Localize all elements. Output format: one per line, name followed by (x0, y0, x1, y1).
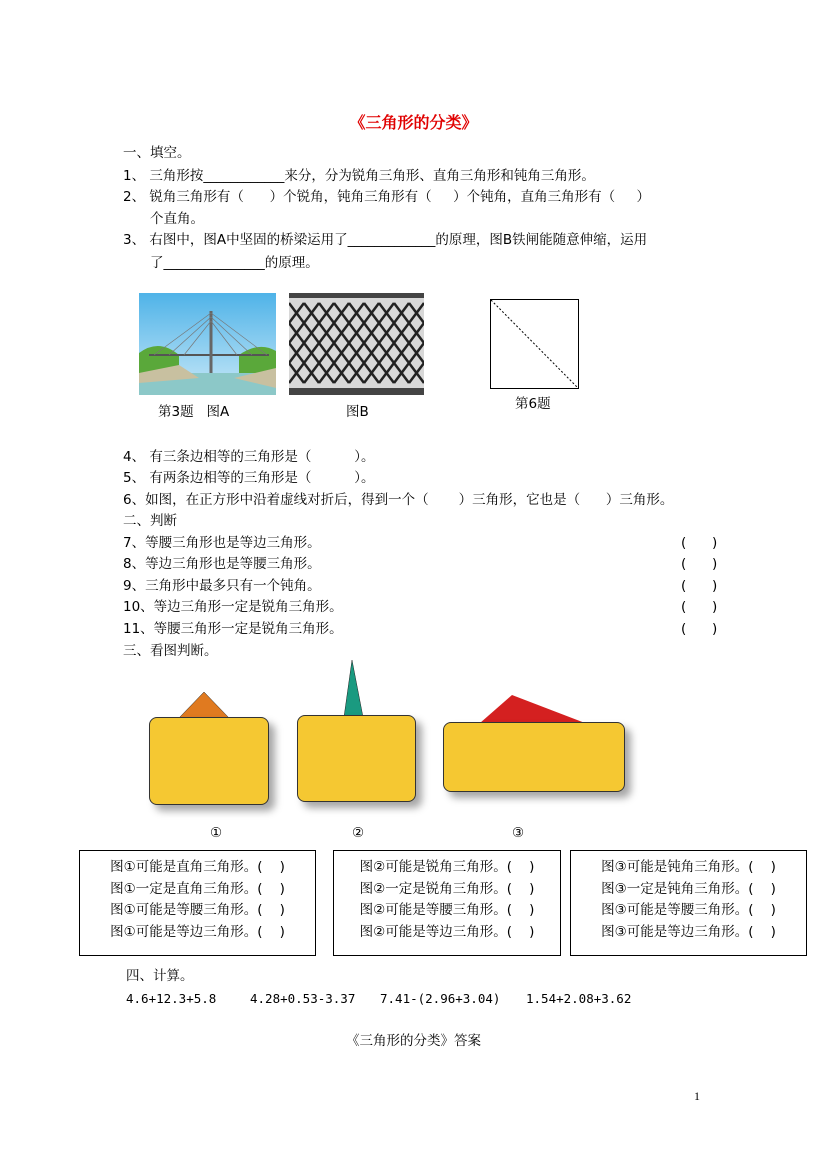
bridge-image (139, 293, 276, 395)
judge-line: 图②可能是等腰三角形。( ) (359, 902, 535, 918)
answer-paren: ( ) (681, 621, 718, 637)
calc-expr: 1.54+2.08+3.62 (526, 991, 632, 1006)
question-3-cont: 了_______________的原理。 (150, 255, 319, 271)
red-triangle (475, 692, 590, 724)
question-3: 3、 右图中，图A中坚固的桥梁运用了_____________的原理，图B铁闸能随意伸缩，运用 (123, 232, 648, 248)
caption-figure-b: 图B (346, 404, 369, 420)
section-heading: 二、判断 (123, 513, 177, 529)
judge-item: 7、等腰三角形也是等边三角形。 (123, 535, 321, 551)
judge-line: 图②可能是锐角三角形。( ) (359, 859, 535, 875)
question-5: 5、 有两条边相等的三角形是（ ）。 (123, 470, 375, 486)
judge-line: 图③一定是钝角三角形。( ) (601, 881, 776, 897)
page-number: 1 (694, 1089, 700, 1103)
section-heading: 四、计算。 (126, 968, 194, 984)
card-figure-2 (297, 715, 416, 802)
judge-line: 图③可能是钝角三角形。( ) (601, 859, 776, 875)
page-title: 《三角形的分类》 (349, 113, 478, 132)
answer-paren: ( ) (681, 578, 718, 594)
judge-box-1 (79, 850, 316, 956)
judge-line: 图①可能是直角三角形。( ) (110, 859, 285, 875)
question-2: 2、 锐角三角形有（ ）个锐角，钝角三角形有（ ）个钝角，直角三角形有（ ） (123, 189, 651, 205)
judge-line: 图①可能是等边三角形。( ) (110, 924, 285, 940)
gate-image (289, 293, 424, 395)
judge-box-3 (570, 850, 807, 956)
judge-item: 9、三角形中最多只有一个钝角。 (123, 578, 321, 594)
judge-item: 11、等腰三角形一定是锐角三角形。 (123, 621, 343, 637)
answer-paren: ( ) (681, 535, 718, 551)
section-heading: 一、填空。 (123, 145, 191, 161)
judge-item: 10、等边三角形一定是锐角三角形。 (123, 599, 343, 615)
calc-expr: 4.28+0.53-3.37 (250, 991, 356, 1006)
figure-label: ② (352, 825, 365, 841)
judge-line: 图①一定是直角三角形。( ) (110, 881, 285, 897)
calc-expr: 7.41-(2.96+3.04) (380, 991, 501, 1006)
judge-line: 图②可能是等边三角形。( ) (359, 924, 535, 940)
judge-line: 图③可能是等边三角形。( ) (601, 924, 776, 940)
card-figure-3 (443, 722, 625, 792)
judge-line: 图①可能是等腰三角形。( ) (110, 902, 285, 918)
judge-box-2 (333, 850, 561, 956)
question-1: 1、 三角形按____________来分，分为锐角三角形、直角三角形和钝角三角形。 (123, 168, 595, 184)
judge-line: 图③可能是等腰三角形。( ) (601, 902, 776, 918)
answer-paren: ( ) (681, 556, 718, 572)
question-6: 6、如图，在正方形中沿着虚线对折后，得到一个（ ）三角形，它也是（ ）三角形。 (123, 492, 674, 508)
teal-triangle (340, 658, 368, 718)
section-heading: 三、看图判断。 (123, 643, 218, 659)
orange-triangle (170, 688, 240, 720)
figure-label: ③ (512, 825, 525, 841)
judge-line: 图②一定是锐角三角形。( ) (359, 881, 535, 897)
answer-title: 《三角形的分类》答案 (346, 1033, 481, 1049)
question-2-cont: 个直角。 (150, 211, 204, 227)
judge-item: 8、等边三角形也是等腰三角形。 (123, 556, 321, 572)
caption-figure-a: 第3题 图A (158, 404, 230, 420)
square-diagram (490, 299, 579, 389)
card-figure-1 (149, 717, 269, 805)
calc-expr: 4.6+12.3+5.8 (126, 991, 217, 1006)
question-4: 4、 有三条边相等的三角形是（ ）。 (123, 449, 375, 465)
caption-question-6: 第6题 (515, 396, 551, 412)
figure-label: ① (210, 825, 223, 841)
answer-paren: ( ) (681, 599, 718, 615)
